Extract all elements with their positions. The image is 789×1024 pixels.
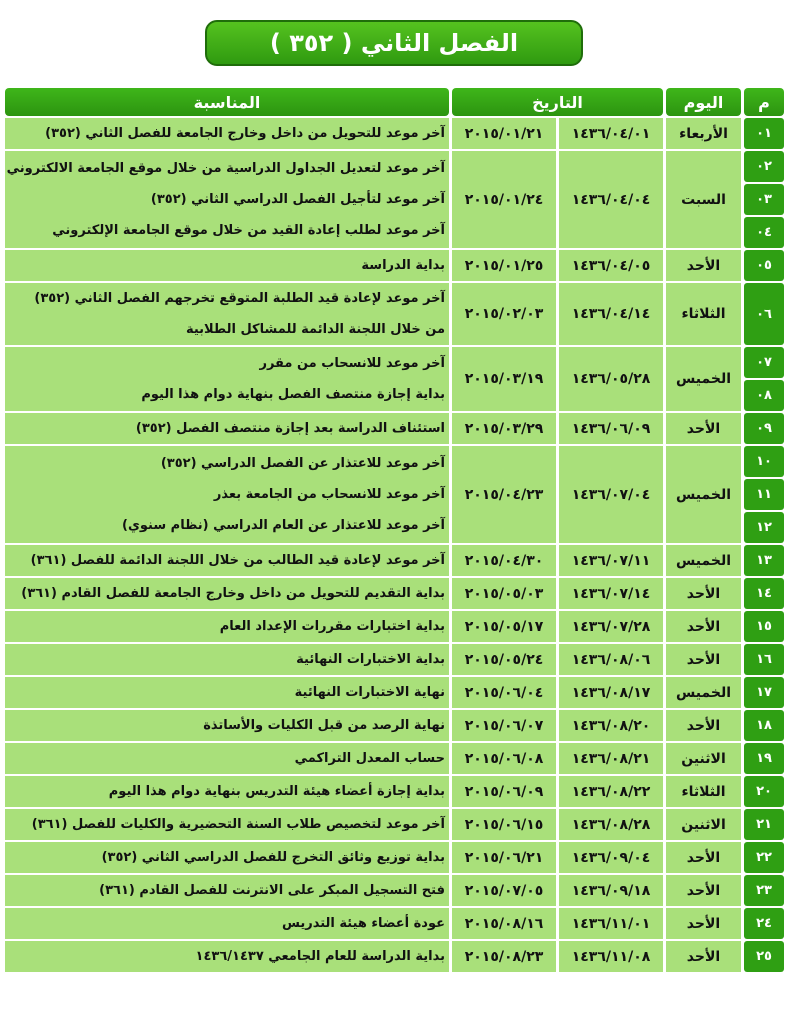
hijri-date-cell: ١٤٣٦/٠٤/١٤	[559, 283, 663, 345]
row-number: ١٢	[744, 512, 784, 543]
occasion-text: آخر موعد لإعادة قيد الطلبة المتوقع تخرجهم الفصل الثاني (٣٥٢)	[34, 291, 445, 306]
gregorian-date-cell: ٢٠١٥/٠٥/٢٤	[452, 644, 556, 675]
occasion-text: عودة أعضاء هيئة التدريس	[281, 916, 445, 931]
day-cell: الأحد	[666, 250, 741, 281]
table-row	[5, 710, 784, 741]
hijri-date-cell: ١٤٣٦/١١/٠١	[559, 908, 663, 939]
occasion-cell	[5, 677, 449, 708]
day-cell: الأحد	[666, 413, 741, 444]
table-row	[5, 941, 784, 972]
row-number: ٠٧	[744, 347, 784, 378]
day-cell: الثلاثاء	[666, 283, 741, 345]
occasion-text: من خلال اللجنة الدائمة للمشاكل الطلابية	[185, 322, 445, 337]
day-cell: الاثنين	[666, 809, 741, 840]
occasion-cell	[5, 941, 449, 972]
gregorian-date-cell: ٢٠١٥/٠١/٢١	[452, 118, 556, 149]
occasion-text: بداية توزيع وثائق التخرج للفصل الدراسي الثاني (٣٥٢)	[101, 850, 445, 865]
row-number: ١٩	[744, 743, 784, 774]
hijri-date-cell: ١٤٣٦/٠٩/٠٤	[559, 842, 663, 873]
table-row	[5, 118, 784, 149]
table-body	[5, 118, 784, 972]
row-number: ٠٦	[744, 283, 784, 345]
hijri-date-cell: ١٤٣٦/٠٨/٢٠	[559, 710, 663, 741]
day-cell: الاثنين	[666, 743, 741, 774]
occasion-cell	[5, 578, 449, 609]
hijri-date-cell: ١٤٣٦/٠٤/٠٤	[559, 151, 663, 248]
occasion-cell	[5, 809, 449, 840]
gregorian-date-cell: ٢٠١٥/٠٥/٠٣	[452, 578, 556, 609]
hijri-date-cell: ١٤٣٦/٠٧/١١	[559, 545, 663, 576]
hijri-date-cell: ١٤٣٦/٠٨/٢١	[559, 743, 663, 774]
day-cell: الخميس	[666, 347, 741, 411]
gregorian-date-cell: ٢٠١٥/٠٣/٢٩	[452, 413, 556, 444]
row-number: ٠٨	[744, 380, 784, 411]
table-row	[5, 151, 784, 182]
day-cell: الخميس	[666, 446, 741, 543]
header-day: اليوم	[666, 88, 741, 116]
table-header-row	[5, 88, 784, 116]
row-number: ٠١	[744, 118, 784, 149]
occasion-text: آخر موعد للاعتذار عن الفصل الدراسي (٣٥٢)	[160, 456, 445, 471]
occasion-text: بداية الدراسة	[361, 258, 445, 273]
occasion-text: آخر موعد لتأجيل الفصل الدراسي الثاني (٣٥٢)	[150, 192, 445, 207]
row-number: ٢١	[744, 809, 784, 840]
gregorian-date-cell: ٢٠١٥/٠٧/٠٥	[452, 875, 556, 906]
day-cell: الأحد	[666, 941, 741, 972]
gregorian-date-cell: ٢٠١٥/٠٢/٠٣	[452, 283, 556, 345]
day-cell: الأحد	[666, 611, 741, 642]
row-number: ١٤	[744, 578, 784, 609]
occasion-text: آخر موعد لتخصيص طلاب السنة التحضيرية والكليات للفصل (٣٦١)	[31, 817, 445, 832]
row-number: ١٥	[744, 611, 784, 642]
day-cell: الأحد	[666, 644, 741, 675]
hijri-date-cell: ١٤٣٦/٠٧/٢٨	[559, 611, 663, 642]
occasion-cell	[5, 710, 449, 741]
gregorian-date-cell: ٢٠١٥/٠٦/١٥	[452, 809, 556, 840]
row-number: ١٧	[744, 677, 784, 708]
occasion-text: آخر موعد للانسحاب من الجامعة بعذر	[213, 487, 445, 502]
row-number: ٢٠	[744, 776, 784, 807]
row-number: ١٦	[744, 644, 784, 675]
occasion-text: آخر موعد للاعتذار عن العام الدراسي (نظام سنوي)	[122, 518, 445, 533]
occasion-text: آخر موعد لتعديل الجداول الدراسية من خلال موقع الجامعة الالكتروني	[6, 161, 445, 176]
row-number: ١٨	[744, 710, 784, 741]
occasion-text: بداية التقديم للتحويل من داخل وخارج الجامعة للفصل القادم (٣٦١)	[21, 586, 445, 601]
occasion-text: آخر موعد للانسحاب من مقرر	[259, 356, 445, 371]
gregorian-date-cell: ٢٠١٥/٠٦/٠٩	[452, 776, 556, 807]
gregorian-date-cell: ٢٠١٥/٠٦/٠٤	[452, 677, 556, 708]
table-row	[5, 743, 784, 774]
hijri-date-cell: ١٤٣٦/٠٧/٠٤	[559, 446, 663, 543]
occasion-text: بداية الدراسة للعام الجامعي ١٤٣٦/١٤٣٧	[195, 949, 445, 964]
occasion-cell	[5, 347, 449, 411]
occasion-cell	[5, 118, 449, 149]
table-row	[5, 578, 784, 609]
hijri-date-cell: ١٤٣٦/١١/٠٨	[559, 941, 663, 972]
table-row	[5, 347, 784, 378]
row-number: ٢٢	[744, 842, 784, 873]
occasion-text: استئناف الدراسة بعد إجازة منتصف الفصل (٣٥٢)	[135, 421, 445, 436]
row-number: ٢٥	[744, 941, 784, 972]
header-date: التاريخ	[452, 88, 663, 116]
header-occasion: المناسبة	[5, 88, 449, 116]
hijri-date-cell: ١٤٣٦/٠٦/٠٩	[559, 413, 663, 444]
gregorian-date-cell: ٢٠١٥/٠٤/٢٣	[452, 446, 556, 543]
table-row	[5, 842, 784, 873]
occasion-text: بداية الاختبارات النهائية	[296, 652, 445, 667]
table-row	[5, 776, 784, 807]
row-number: ٠٢	[744, 151, 784, 182]
table-row	[5, 644, 784, 675]
gregorian-date-cell: ٢٠١٥/٠٦/٠٨	[452, 743, 556, 774]
row-number: ٠٥	[744, 250, 784, 281]
day-cell: الأحد	[666, 908, 741, 939]
occasion-text: فتح التسجيل المبكر على الانترنت للفصل القادم (٣٦١)	[99, 883, 445, 898]
table-row	[5, 677, 784, 708]
table-row	[5, 611, 784, 642]
day-cell: الأربعاء	[666, 118, 741, 149]
row-number: ١١	[744, 479, 784, 510]
table-row	[5, 250, 784, 281]
gregorian-date-cell: ٢٠١٥/٠٨/٢٣	[452, 941, 556, 972]
occasion-cell	[5, 413, 449, 444]
row-number: ٠٤	[744, 217, 784, 248]
day-cell: الأحد	[666, 875, 741, 906]
day-cell: الأحد	[666, 842, 741, 873]
gregorian-date-cell: ٢٠١٥/٠٨/١٦	[452, 908, 556, 939]
row-number: ١٣	[744, 545, 784, 576]
table-row	[5, 908, 784, 939]
occasion-cell	[5, 250, 449, 281]
table-row	[5, 283, 784, 345]
gregorian-date-cell: ٢٠١٥/٠٦/٠٧	[452, 710, 556, 741]
gregorian-date-cell: ٢٠١٥/٠٤/٣٠	[452, 545, 556, 576]
occasion-cell	[5, 842, 449, 873]
row-number: ٢٤	[744, 908, 784, 939]
hijri-date-cell: ١٤٣٦/٠٨/١٧	[559, 677, 663, 708]
occasion-text: حساب المعدل التراكمي	[294, 751, 445, 766]
hijri-date-cell: ١٤٣٦/٠٨/٢٢	[559, 776, 663, 807]
table-row	[5, 446, 784, 477]
gregorian-date-cell: ٢٠١٥/٠١/٢٥	[452, 250, 556, 281]
occasion-text: بداية اختبارات مقررات الإعداد العام	[219, 619, 445, 634]
gregorian-date-cell: ٢٠١٥/٠٥/١٧	[452, 611, 556, 642]
table-row	[5, 413, 784, 444]
hijri-date-cell: ١٤٣٦/٠٤/٠١	[559, 118, 663, 149]
hijri-date-cell: ١٤٣٦/٠٤/٠٥	[559, 250, 663, 281]
occasion-cell	[5, 446, 449, 543]
row-number: ٠٩	[744, 413, 784, 444]
occasion-text: بداية إجازة أعضاء هيئة التدريس بنهاية دوام هذا اليوم	[108, 784, 445, 799]
occasion-cell	[5, 743, 449, 774]
occasion-cell	[5, 776, 449, 807]
schedule-table	[2, 86, 787, 974]
gregorian-date-cell: ٢٠١٥/٠١/٢٤	[452, 151, 556, 248]
occasion-text: بداية إجازة منتصف الفصل بنهاية دوام هذا اليوم	[141, 387, 445, 402]
day-cell: السبت	[666, 151, 741, 248]
occasion-text: آخر موعد للتحويل من داخل وخارج الجامعة للفصل الثاني (٣٥٢)	[45, 126, 445, 141]
occasion-cell	[5, 283, 449, 345]
hijri-date-cell: ١٤٣٦/٠٥/٢٨	[559, 347, 663, 411]
day-cell: الأحد	[666, 710, 741, 741]
hijri-date-cell: ١٤٣٦/٠٧/١٤	[559, 578, 663, 609]
gregorian-date-cell: ٢٠١٥/٠٣/١٩	[452, 347, 556, 411]
header-num: م	[744, 88, 784, 116]
occasion-text: نهاية الرصد من قبل الكليات والأساتذة	[203, 718, 445, 733]
day-cell: الخميس	[666, 545, 741, 576]
hijri-date-cell: ١٤٣٦/٠٨/٠٦	[559, 644, 663, 675]
occasion-cell	[5, 875, 449, 906]
table-row	[5, 545, 784, 576]
occasion-cell	[5, 611, 449, 642]
day-cell: الأحد	[666, 578, 741, 609]
day-cell: الخميس	[666, 677, 741, 708]
hijri-date-cell: ١٤٣٦/٠٨/٢٨	[559, 809, 663, 840]
row-number: ٢٣	[744, 875, 784, 906]
occasion-text: نهاية الاختبارات النهائية	[294, 685, 445, 700]
row-number: ٠٣	[744, 184, 784, 215]
hijri-date-cell: ١٤٣٦/٠٩/١٨	[559, 875, 663, 906]
day-cell: الثلاثاء	[666, 776, 741, 807]
gregorian-date-cell: ٢٠١٥/٠٦/٢١	[452, 842, 556, 873]
table-row	[5, 875, 784, 906]
occasion-cell	[5, 545, 449, 576]
occasion-cell	[5, 644, 449, 675]
table-row	[5, 809, 784, 840]
occasion-text: آخر موعد لطلب إعادة القيد من خلال موقع الجامعة الإلكتروني	[52, 223, 445, 238]
occasion-cell	[5, 151, 449, 248]
occasion-cell	[5, 908, 449, 939]
page-title: الفصل الثاني ( ٣٥٢ )	[205, 20, 583, 66]
occasion-text: آخر موعد لإعادة قيد الطالب من خلال اللجنة الدائمة للفصل (٣٦١)	[30, 553, 445, 568]
row-number: ١٠	[744, 446, 784, 477]
